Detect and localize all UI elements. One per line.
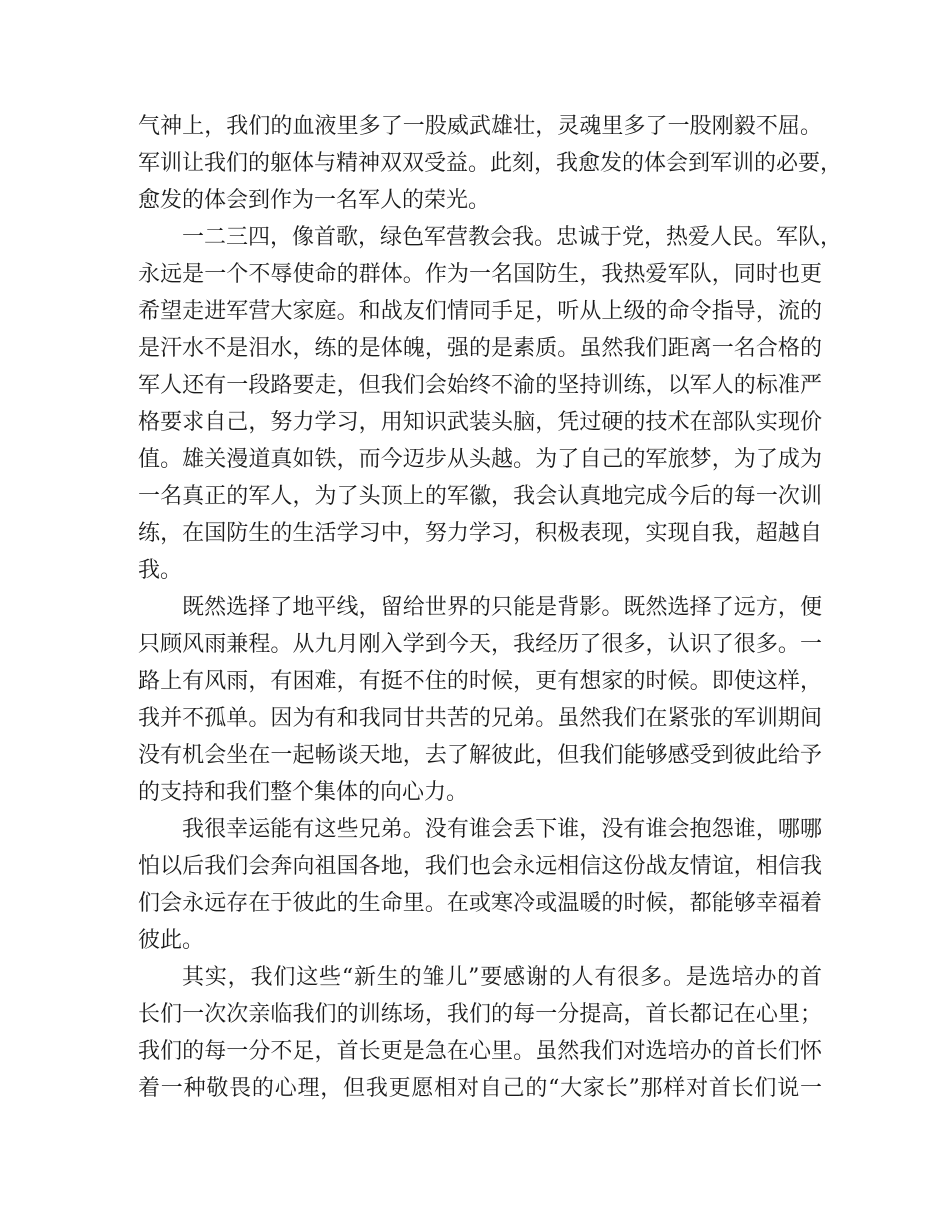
text-line: 只顾风雨兼程。从九月刚入学到今天，我经历了很多，认识了很多。一 <box>138 632 822 657</box>
text-line: 我很幸运能有这些兄弟。没有谁会丢下谁，没有谁会抱怨谁，哪哪 <box>182 817 822 842</box>
text-line: 军训让我们的躯体与精神双双受益。此刻，我愈发的体会到军训的必要， <box>138 151 843 176</box>
text-line: 着一种敬畏的心理，但我更愿相对自己的“大家长”那样对首长们说一 <box>138 1076 822 1101</box>
text-line: 格要求自己，努力学习，用知识武装头脑，凭过硬的技术在部队实现价 <box>138 410 822 435</box>
text-line: 一二三四，像首歌，绿色军营教会我。忠诚于党，热爱人民。军队， <box>182 225 843 250</box>
text-line: 怕以后我们会奔向祖国各地，我们也会永远相信这份战友情谊，相信我 <box>138 854 822 879</box>
text-line: 们会永远存在于彼此的生命里。在或寒冷或温暖的时候，都能够幸福着 <box>138 891 822 916</box>
text-line: 路上有风雨，有困难，有挺不住的时候，更有想家的时候。即使这样， <box>138 669 822 694</box>
text-line: 气神上，我们的血液里多了一股威武雄壮，灵魂里多了一股刚毅不屈。 <box>138 114 822 139</box>
text-line: 既然选择了地平线，留给世界的只能是背影。既然选择了远方，便 <box>182 595 822 620</box>
text-line: 长们一次次亲临我们的训练场，我们的每一分提高，首长都记在心里； <box>138 1002 822 1027</box>
text-line: 希望走进军营大家庭。和战友们情同手足，听从上级的命令指导，流的 <box>138 299 822 324</box>
text-line: 彼此。 <box>138 928 205 953</box>
text-line: 我。 <box>138 558 183 583</box>
text-line: 永远是一个不辱使命的群体。作为一名国防生，我热爱军队，同时也更 <box>138 262 822 287</box>
text-line: 一名真正的军人，为了头顶上的军徽，我会认真地完成今后的每一次训 <box>138 484 822 509</box>
text-line: 我们的每一分不足，首长更是急在心里。虽然我们对选培办的首长们怀 <box>138 1039 822 1064</box>
text-line: 没有机会坐在一起畅谈天地，去了解彼此，但我们能够感受到彼此给予 <box>138 743 822 768</box>
paragraph-2 <box>138 219 843 589</box>
text-line: 是汗水不是泪水，练的是体魄，强的是素质。虽然我们距离一名合格的 <box>138 336 822 361</box>
text-line: 我并不孤单。因为有和我同甘共苦的兄弟。虽然我们在紧张的军训期间 <box>138 706 822 731</box>
text-line: 军人还有一段路要走，但我们会始终不渝的坚持训练，以军人的标准严 <box>138 373 822 398</box>
document-body <box>138 108 843 1107</box>
paragraph-1 <box>138 108 843 219</box>
text-line: 愈发的体会到作为一名军人的荣光。 <box>138 188 491 213</box>
paragraph-5 <box>138 959 822 1107</box>
paragraph-4 <box>138 811 822 959</box>
text-line: 的支持和我们整个集体的向心力。 <box>138 780 469 805</box>
text-line: 其实，我们这些“新生的雏儿”要感谢的人有很多。是选培办的首 <box>182 965 822 990</box>
text-line: 练，在国防生的生活学习中，努力学习，积极表现，实现自我，超越自 <box>138 521 822 546</box>
text-line: 值。雄关漫道真如铁，而今迈步从头越。为了自己的军旅梦，为了成为 <box>138 447 822 472</box>
paragraph-3 <box>138 589 822 811</box>
